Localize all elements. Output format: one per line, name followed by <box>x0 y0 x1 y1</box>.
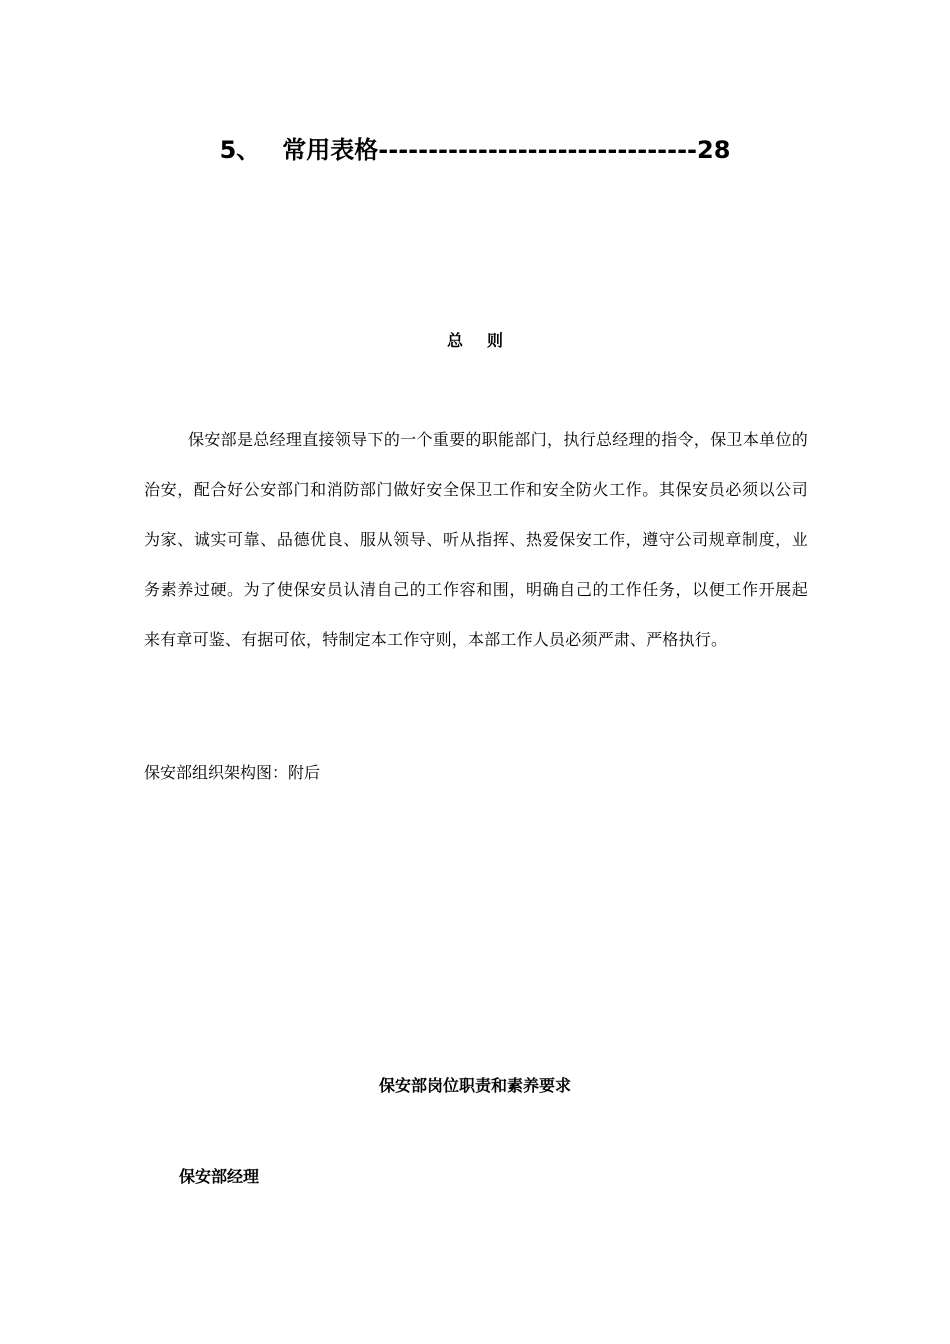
toc-entry[interactable] <box>0 134 950 166</box>
toc-page-number: 28 <box>697 136 731 164</box>
toc-leader: -------------------------------- <box>378 136 698 164</box>
section-title-general: 总则 <box>446 331 527 350</box>
intro-paragraph: 保安部是总经理直接领导下的一个重要的职能部门，执行总经理的指令，保卫本单位的治安，配合好公安部门和消防部门做好安全保卫工作和安全防火工作。其保安员必须以公司为家、诚实可靠、品德优良、服从领导、听从指挥、热爱保安工作，遵守公司规章制度，业务素养过硬。为了使保安员认清自己的工作容和围，明确自己的工作任务，以便工作开展起来有章可鉴、有据可依，特制定本工作守则，本部工作人员必须严肃、严格执行。 <box>144 430 808 649</box>
manager-subheading: 保安部经理 <box>179 1167 260 1186</box>
toc-number: 5、 <box>219 136 261 164</box>
org-chart-note: 保安部组织架构图：附后 <box>144 763 321 782</box>
toc-title: 常用表格 <box>282 136 379 164</box>
duties-heading: 保安部岗位职责和素养要求 <box>378 1076 571 1095</box>
